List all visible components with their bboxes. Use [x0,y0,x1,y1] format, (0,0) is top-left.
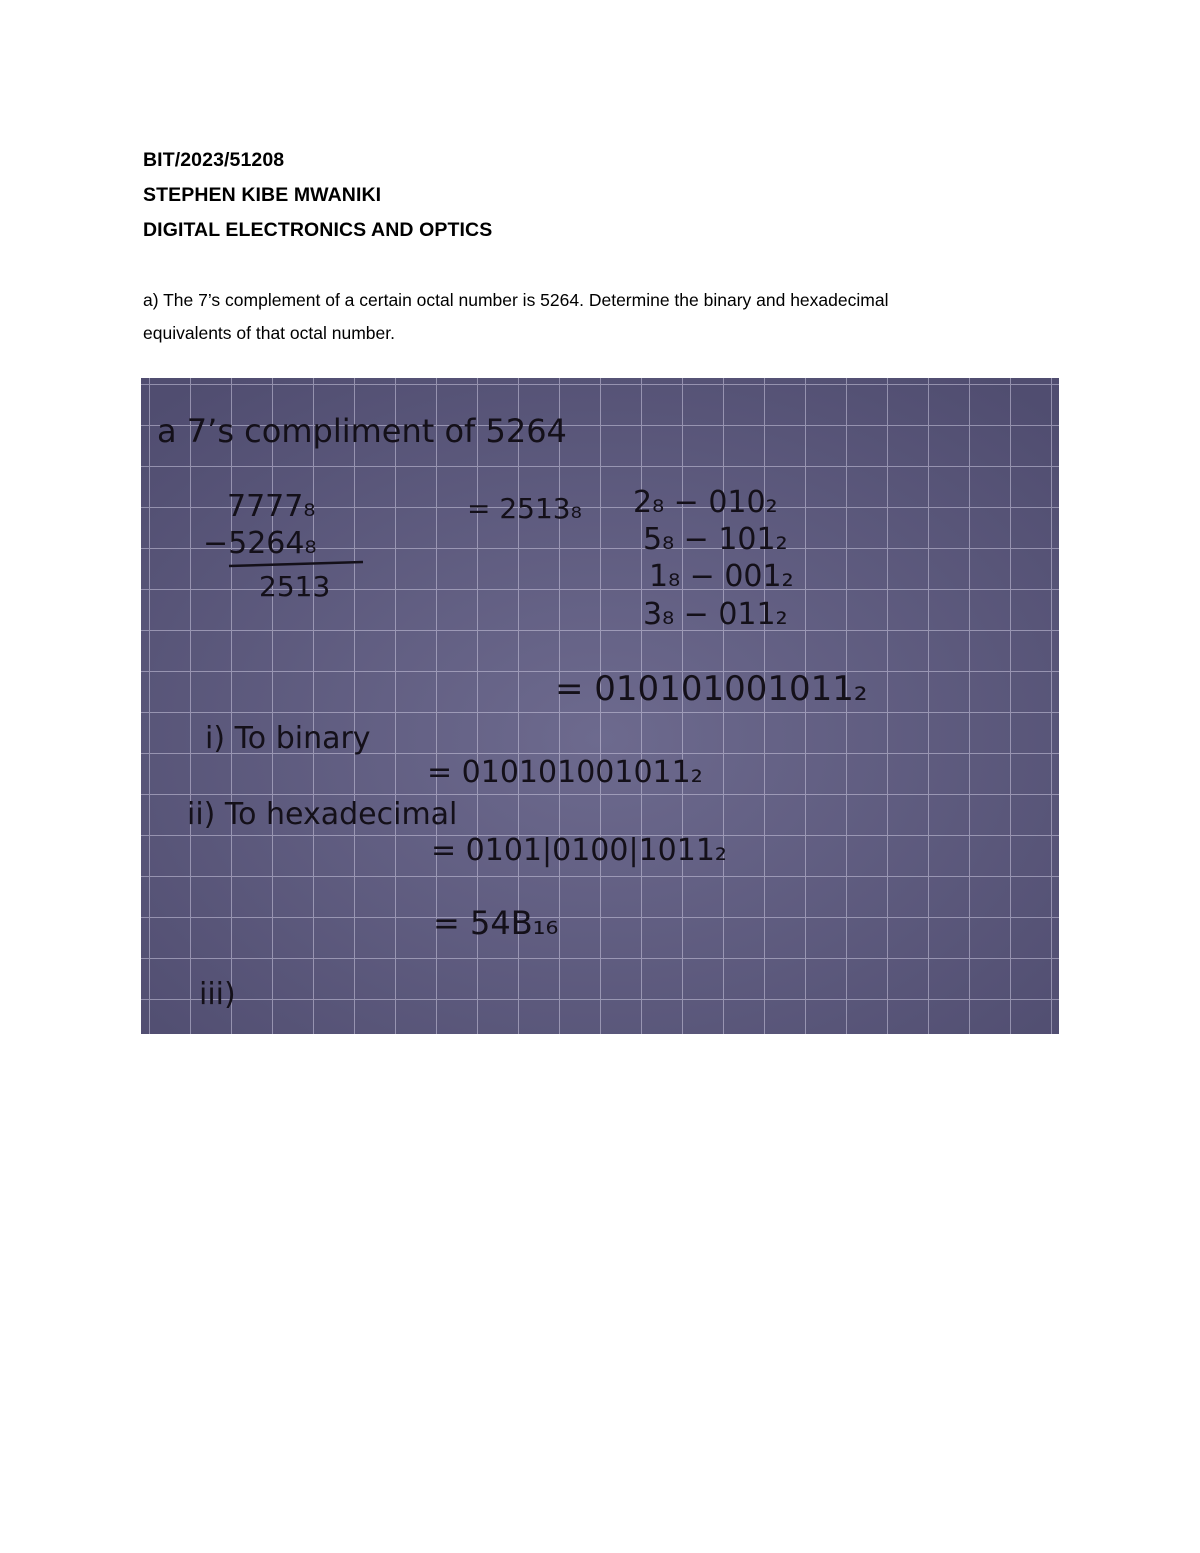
document-header [143,143,492,248]
hw-conversion-1: 2₈ − 010₂ [633,485,778,520]
hw-part-i-value: = 010101001011₂ [427,755,703,790]
hw-part-iii-label: iii) [199,977,236,1012]
course-title: DIGITAL ELECTRONICS AND OPTICS [143,219,493,241]
hw-subtrahend: −5264₈ [203,526,317,561]
hw-combined: = 010101001011₂ [555,669,868,709]
hw-part-ii-value: = 54B₁₆ [433,904,559,942]
hw-result-octal: = 2513₈ [467,492,582,525]
question-line-2: equivalents of that octal number. [143,323,395,343]
handwritten-solution-photo [141,378,1059,1034]
hw-part-ii-label: ii) To hexadecimal [187,797,458,832]
question-text [143,284,1043,350]
hw-part-i-label: i) To binary [205,721,371,756]
hw-difference: 2513 [259,570,331,603]
student-name: STEPHEN KIBE MWANIKI [143,184,382,206]
hw-conversion-2: 5₈ − 101₂ [643,522,788,557]
hw-conversion-4: 3₈ − 011₂ [643,597,788,632]
hw-conversion-3: 1₈ − 001₂ [649,559,794,594]
student-id: BIT/2023/51208 [143,149,285,171]
hw-minuend: 7777₈ [227,489,316,524]
question-line-1: a) The 7’s complement of a certain octal number is 5264. Determine the binary and hexadecimal [143,290,889,310]
hw-part-ii-grouped: = 0101|0100|1011₂ [431,833,727,868]
hw-heading: a 7’s compliment of 5264 [157,412,567,450]
